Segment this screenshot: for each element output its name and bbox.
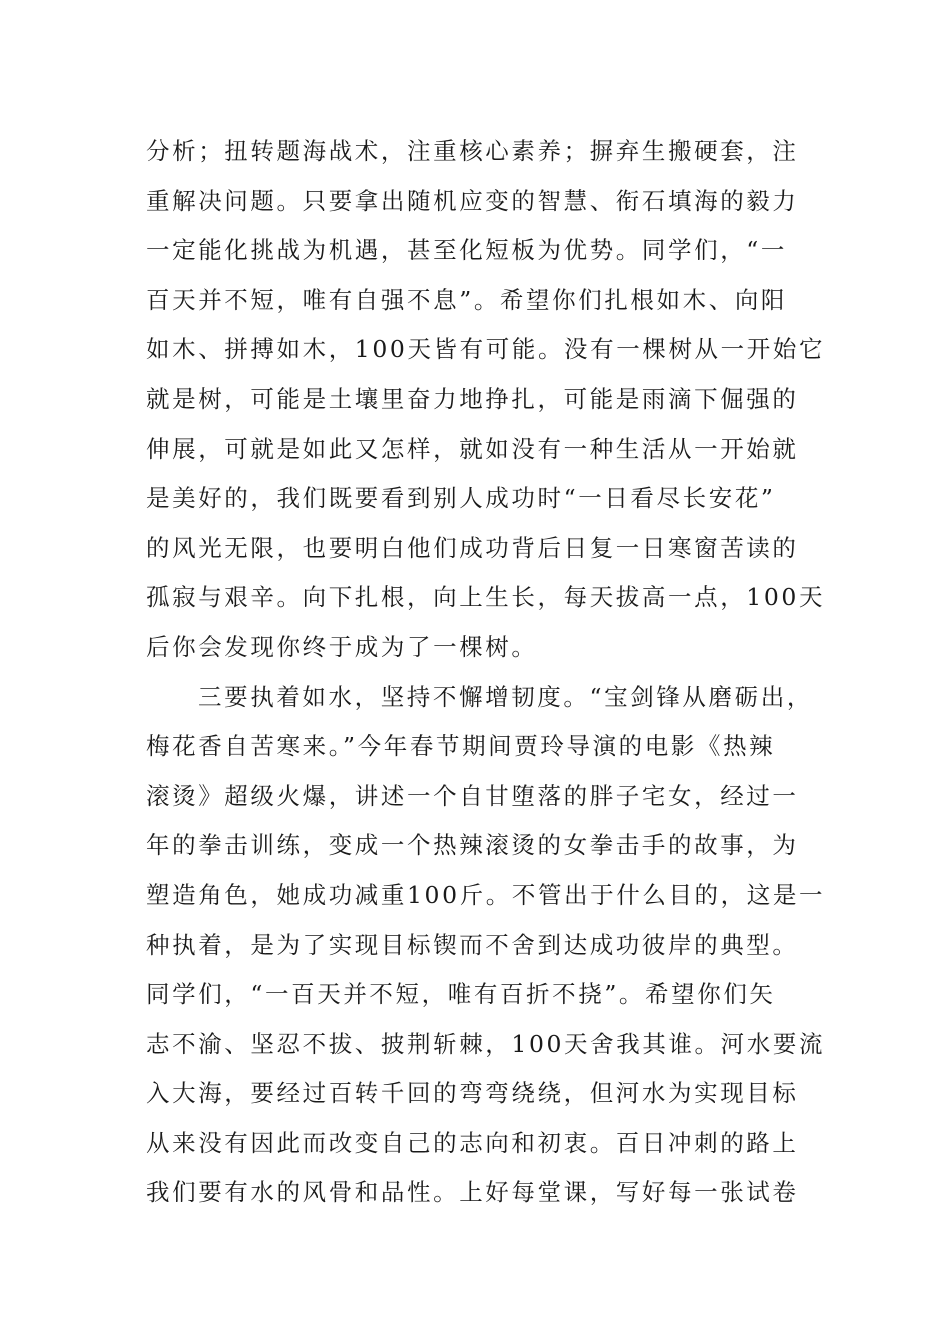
text-line: 分析；扭转题海战术，注重核心素养；摒弃生搬硬套，注 xyxy=(146,137,799,165)
text-line: 从来没有因此而改变自己的志向和初衷。百日冲刺的路上 xyxy=(146,1128,799,1157)
body-text xyxy=(146,127,836,1218)
text-line: 百天并不短，唯有自强不息”。希望你们扎根如木、向阳 xyxy=(146,285,788,314)
text-line: 重解决问题。只要拿出随机应变的智慧、衔石填海的毅力 xyxy=(146,186,799,215)
text-line: 的风光无限，也要明白他们成功背后日复一日寒窗苦读的 xyxy=(146,533,799,562)
text-line: 志不渝、坚忍不拔、披荆斩棘，100天舍我其谁。河水要流 xyxy=(146,1029,826,1058)
text-line: 孤寂与艰辛。向下扎根，向上生长，每天拔高一点，100天 xyxy=(146,583,826,612)
text-line: 是美好的，我们既要看到别人成功时“一日看尽长安花” xyxy=(146,484,776,513)
text-line: 滚烫》超级火爆，讲述一个自甘堕落的胖子宅女，经过一 xyxy=(146,781,799,810)
text-line: 年的拳击训练，变成一个热辣滚烫的女拳击手的故事，为 xyxy=(146,831,799,860)
text-line: 如木、拼搏如木，100天皆有可能。没有一棵树从一开始它 xyxy=(146,335,826,364)
text-line: 伸展，可就是如此又怎样，就如没有一种生活从一开始就 xyxy=(146,434,799,463)
text-line: 就是树，可能是土壤里奋力地挣扎，可能是雨滴下倔强的 xyxy=(146,384,799,413)
text-line: 梅花香自苦寒来。”今年春节期间贾玲导演的电影《热辣 xyxy=(146,732,776,761)
text-line: 同学们，“一百天并不短，唯有百折不挠”。希望你们矢 xyxy=(146,980,776,1009)
text-line: 后你会发现你终于成为了一棵树。 xyxy=(146,632,538,661)
text-line: 塑造角色，她成功减重100斤。不管出于什么目的，这是一 xyxy=(146,880,826,909)
paragraph-start-line: 三要执着如水，坚持不懈增韧度。“宝剑锋从磨砺出， xyxy=(198,682,813,711)
text-line: 种执着，是为了实现目标锲而不舍到达成功彼岸的典型。 xyxy=(146,930,799,959)
text-line: 一定能化挑战为机遇，甚至化短板为优势。同学们，“一 xyxy=(146,236,788,265)
text-line: 我们要有水的风骨和品性。上好每堂课，写好每一张试卷 xyxy=(146,1178,799,1207)
text-line: 入大海，要经过百转千回的弯弯绕绕，但河水为实现目标 xyxy=(146,1079,799,1108)
